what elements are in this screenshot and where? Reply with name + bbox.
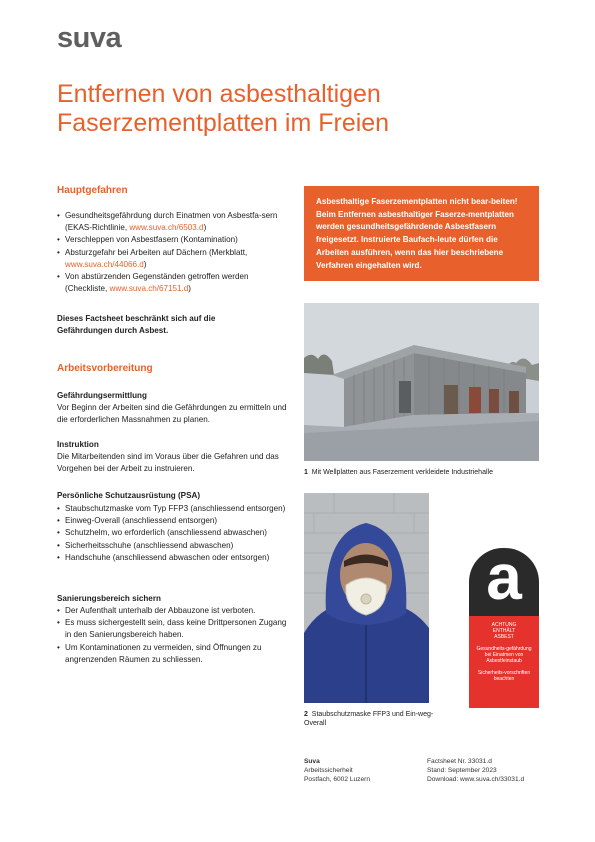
hazards-list: [57, 210, 292, 295]
industrial-hall-photo: [304, 303, 539, 461]
list-item: • Schutzhelm, wo erforderlich (anschliessend abwaschen): [57, 527, 292, 539]
list-item: • Sicherheitsschuhe (anschliessend abwaschen): [57, 540, 292, 552]
instr-title: Instruktion: [57, 440, 99, 449]
risk-title: Gefährdungsermittlung: [57, 391, 147, 400]
scope-note: Dieses Factsheet beschränkt sich auf die Gefährdungen durch Asbest.: [57, 314, 216, 336]
figure-2-caption: 2 Staubschutzmaske FFP3 und Ein-weg-Overall: [304, 711, 434, 727]
link[interactable]: www.suva.ch/67151.d: [109, 284, 189, 294]
list-item: • Verschleppen von Asbestfasern (Kontamination): [57, 234, 292, 246]
list-item: • Der Aufenthalt unterhalb der Abbauzone ist verboten.: [57, 605, 292, 617]
asbestos-warning-sign: [469, 541, 539, 708]
prep-heading: Arbeitsvorbereitung: [57, 363, 153, 374]
psa-list: [57, 503, 292, 564]
link[interactable]: www.suva.ch/44066.d: [65, 259, 144, 269]
title-line-1: Entfernen von asbesthaltigen: [57, 80, 381, 108]
title-line-2: Faserzementplatten im Freien: [57, 109, 390, 137]
psa-title: Persönliche Schutzausrüstung (PSA): [57, 491, 201, 500]
download-link[interactable]: Download: www.suva.ch/33031.d: [427, 776, 525, 783]
sign-letter: a: [486, 541, 522, 613]
page-title: [57, 80, 477, 138]
worker-mask-photo: [304, 493, 429, 703]
footer-meta: Factsheet Nr. 33031.d Stand: September 2023 Download: www.suva.ch/33031.d: [427, 757, 547, 784]
warning-box: Asbesthaltige Faserzementplatten nicht bear-beiten! Beim Entfernen asbesthaltiger Faserze-mentplatten werden gesundheitsgefährdende Asbestfasern freigesetzt. Instruierte Baufach-leute dürfen die Arbeiten ausführen, wenn das hier beschriebene Verfahren eingehalten wird.: [304, 186, 539, 281]
list-item: • Gesundheitsgefährdung durch Einatmen von Asbestfa-sern (EKAS-Richtlinie, www.suva.ch/6503.d): [57, 210, 292, 234]
list-item: • Einweg-Overall (anschliessend entsorgen): [57, 515, 292, 527]
risk-text: Vor Beginn der Arbeiten sind die Gefährdungen zu ermitteln und die erforderlichen Massnahmen zu planen.: [57, 403, 287, 425]
area-list: [57, 605, 292, 666]
instr-text: Die Mitarbeitenden sind im Voraus über die Gefahren und das Vorgehen bei der Arbeit zu instruieren.: [57, 452, 279, 474]
sign-red-bottom: ACHTUNG ENTHÄLT ASBEST Gesundheits-gefährdung bei Einatmen von Asbestfeinstaub Sicherheits-vorschriften beachten: [469, 616, 539, 708]
area-title: Sanierungsbereich sichern: [57, 594, 161, 603]
hazards-heading: Hauptgefahren: [57, 185, 128, 196]
footer-address: Suva Arbeitssicherheit Postfach, 6002 Luzern: [304, 758, 370, 783]
list-item: • Von abstürzenden Gegenständen getroffen werden (Checkliste, www.suva.ch/67151.d): [57, 271, 292, 295]
list-item: • Um Kontaminationen zu vermeiden, sind Öffnungen zu angrenzenden Räumen zu schliessen.: [57, 642, 292, 666]
list-item: • Absturzgefahr bei Arbeiten auf Dächern (Merkblatt, www.suva.ch/44066.d): [57, 247, 292, 271]
list-item: • Es muss sichergestellt sein, dass keine Drittpersonen Zugang in den Sanierungsbereich haben.: [57, 617, 292, 641]
figure-1-caption: 1 Mit Wellplatten aus Faserzement verkleidete Industriehalle: [304, 469, 493, 476]
link[interactable]: www.suva.ch/6503.d: [129, 223, 204, 233]
list-item: • Staubschutzmaske vom Typ FFP3 (anschliessend entsorgen): [57, 503, 292, 515]
sign-black-top: [469, 541, 539, 616]
suva-logo: suva: [57, 22, 122, 54]
list-item: • Handschuhe (anschliessend abwaschen oder entsorgen): [57, 552, 292, 564]
